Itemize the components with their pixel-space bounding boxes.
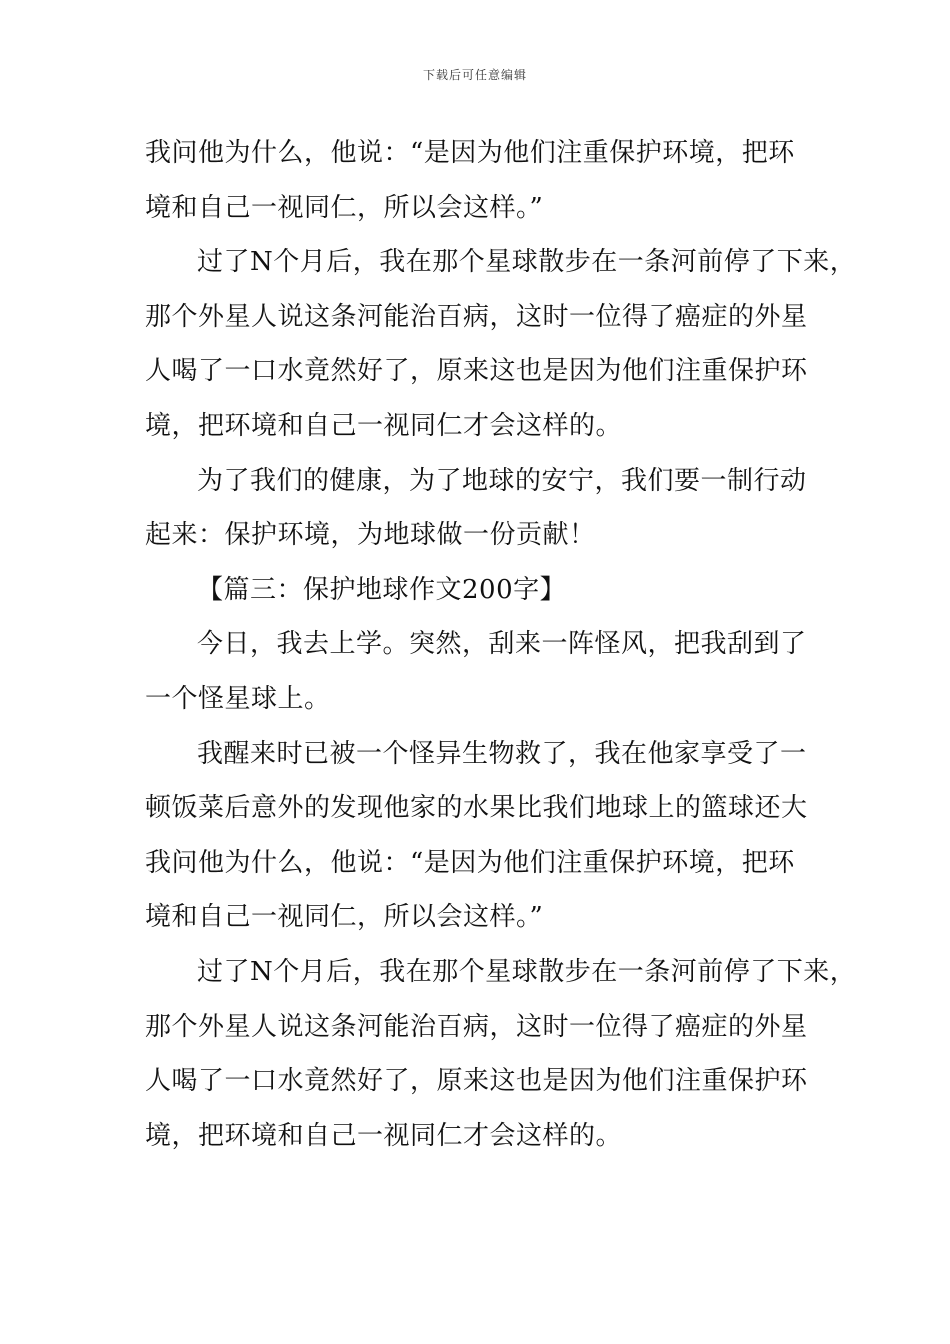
text-line: 我问他为什么，他说：“是因为他们注重保护环境，把环 [145,847,795,878]
paragraph-start-line: 过了N个月后，我在那个星球散步在一条河前停了下来， [197,247,857,278]
text-line: 人喝了一口水竟然好了，原来这也是因为他们注重保护环 [145,1066,808,1097]
section-heading: 【篇三：保护地球作文200字】 [197,574,567,605]
text-line: 一个怪星球上。 [145,683,331,714]
paragraph-start-line: 今日，我去上学。突然，刮来一阵怪风，把我刮到了 [197,629,807,660]
text-line: 境，把环境和自己一视同仁才会这样的。 [145,410,623,441]
text-line: 顿饭菜后意外的发现他家的水果比我们地球上的篮球还大 [145,793,808,824]
text-line: 起来：保护环境，为地球做一份贡献！ [145,520,596,551]
text-line: 境和自己一视同仁，所以会这样。” [145,192,544,223]
paragraph-start-line: 我醒来时已被一个怪异生物救了，我在他家享受了一 [197,738,807,769]
header-note: 下载后可任意编辑 [422,68,527,82]
text-line: 那个外星人说这条河能治百病，这时一位得了癌症的外星 [145,1011,808,1042]
document-body [145,126,857,1163]
text-line: 人喝了一口水竟然好了，原来这也是因为他们注重保护环 [145,356,808,387]
text-line: 境，把环境和自己一视同仁才会这样的。 [145,1120,623,1151]
text-line: 我问他为什么，他说：“是因为他们注重保护环境，把环 [145,138,795,168]
paragraph-start-line: 为了我们的健康，为了地球的安宁，我们要一制行动 [197,465,807,496]
text-line: 境和自己一视同仁，所以会这样。” [145,902,544,933]
text-line: 那个外星人说这条河能治百病，这时一位得了癌症的外星 [145,301,808,332]
paragraph-start-line: 过了N个月后，我在那个星球散步在一条河前停了下来， [197,956,857,987]
